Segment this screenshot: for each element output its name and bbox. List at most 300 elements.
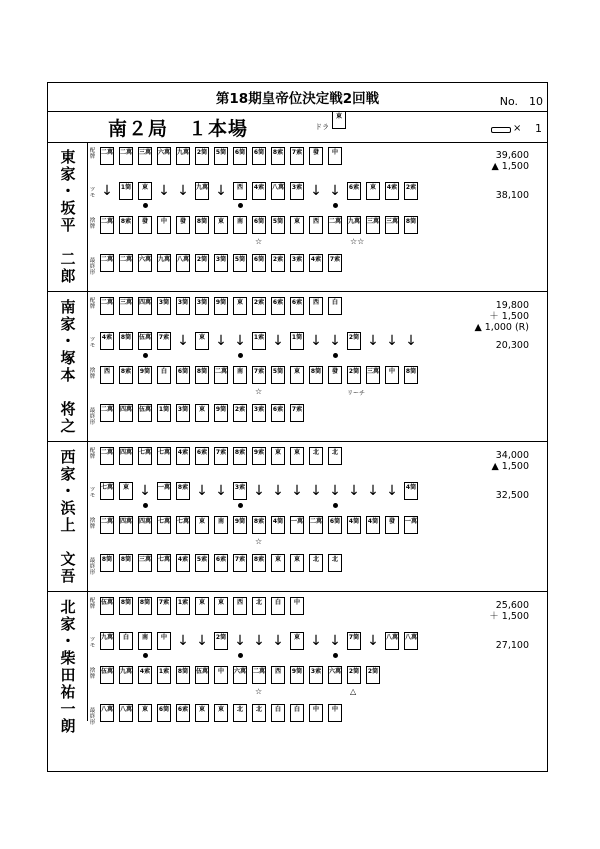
mahjong-tile <box>138 332 152 350</box>
mahjong-tile <box>347 216 361 234</box>
mahjong-tile <box>233 216 247 234</box>
mahjong-tile <box>195 447 209 465</box>
mahjong-tile <box>271 554 285 572</box>
mahjong-tile <box>347 666 361 684</box>
skip-arrow-icon: ↓ <box>215 333 227 349</box>
skip-arrow-icon: ↓ <box>253 633 265 649</box>
tile-label: 8筒 <box>405 368 417 375</box>
dora-label: ドラ <box>315 123 329 131</box>
tile-label: 8筒 <box>196 218 208 225</box>
mahjong-tile <box>233 704 247 722</box>
mahjong-tile <box>119 482 133 500</box>
mahjong-tile <box>271 704 285 722</box>
player-name-char: ・ <box>60 482 76 500</box>
tile-label: 6索 <box>177 706 189 713</box>
tile-label: 二萬 <box>215 368 228 375</box>
player-name-char: 西 <box>60 448 76 466</box>
skip-arrow-icon: ↓ <box>329 333 341 349</box>
tile-label: 九萬 <box>177 149 190 156</box>
discard-mark: ☆ <box>255 537 263 546</box>
tile-label: 東 <box>369 184 376 191</box>
skip-arrow-icon: ↓ <box>310 483 322 499</box>
mahjong-tile <box>100 704 114 722</box>
skip-arrow-icon: ↓ <box>272 633 284 649</box>
player-name-char: 坂 <box>60 199 76 217</box>
mahjong-tile <box>309 447 323 465</box>
mahjong-tile <box>309 254 323 272</box>
mahjong-tile <box>157 332 171 350</box>
tile-label: 八萬 <box>101 706 114 713</box>
tile-label: 東 <box>293 556 300 563</box>
mahjong-tile <box>119 254 133 272</box>
tile-label: 發 <box>141 218 148 225</box>
mahjong-tile <box>290 447 304 465</box>
mahjong-tile <box>119 447 133 465</box>
tile-label: 七萬 <box>158 518 171 525</box>
tile-label: 5筒 <box>272 368 284 375</box>
mahjong-tile <box>271 182 285 200</box>
tile-label: 1筒 <box>158 406 170 413</box>
tile-label: 4筒 <box>405 484 417 491</box>
player-name-char: 之 <box>60 417 76 435</box>
tile-label: 2索 <box>234 406 246 413</box>
tile-label: 6索 <box>196 449 208 456</box>
mahjong-tile <box>328 297 342 315</box>
tile-label: 中 <box>160 634 167 641</box>
mahjong-tile <box>252 554 266 572</box>
mahjong-tile <box>195 554 209 572</box>
mahjong-tile <box>366 666 380 684</box>
score-line: ＋ 1,500 <box>489 311 529 322</box>
tile-label: 7筒 <box>348 634 360 641</box>
tile-label: 3索 <box>291 184 303 191</box>
row-label-final: 最終形 <box>89 708 96 726</box>
mahjong-tile <box>404 366 418 384</box>
skip-arrow-icon: ↓ <box>291 483 303 499</box>
tile-label: 6索 <box>348 184 360 191</box>
mahjong-tile <box>157 666 171 684</box>
final-score: 38,100 <box>495 190 529 201</box>
tile-label: 東 <box>293 634 300 641</box>
mahjong-tile <box>233 254 247 272</box>
tile-label: 9筒 <box>234 518 246 525</box>
mahjong-tile <box>290 332 304 350</box>
tile-label: 三萬 <box>120 299 133 306</box>
tile-label: 6索 <box>291 299 303 306</box>
tile-label: 8筒 <box>196 368 208 375</box>
mahjong-tile <box>195 597 209 615</box>
mahjong-tile <box>176 297 190 315</box>
row-label-discard: 捨牌 <box>89 518 96 530</box>
player-name-column <box>48 442 88 591</box>
mahjong-tile <box>290 597 304 615</box>
mahjong-tile <box>385 632 399 650</box>
riichi-label: リーチ <box>347 390 366 397</box>
mahjong-tile <box>157 297 171 315</box>
tile-label: 一萬 <box>405 518 418 525</box>
tile-label: 發 <box>312 149 319 156</box>
row-label-final: 最終形 <box>89 558 96 576</box>
tile-label: 2筒 <box>196 149 208 156</box>
tile-label: 北 <box>255 706 262 713</box>
tile-label: 西 <box>236 184 243 191</box>
mahjong-tile <box>214 704 228 722</box>
score-line: 25,600 <box>495 600 529 611</box>
mahjong-tile <box>214 666 228 684</box>
tile-label: 8索 <box>120 368 132 375</box>
mahjong-tile <box>100 516 114 534</box>
tile-label: 2筒 <box>215 634 227 641</box>
mahjong-tile <box>119 597 133 615</box>
mahjong-tile <box>328 254 342 272</box>
tile-label: 二萬 <box>101 518 114 525</box>
mahjong-tile <box>138 666 152 684</box>
mahjong-tile <box>252 147 266 165</box>
tile-label: 東 <box>274 449 281 456</box>
skip-arrow-icon: ↓ <box>215 483 227 499</box>
tile-label: 9索 <box>253 449 265 456</box>
tile-label: 7索 <box>215 449 227 456</box>
mahjong-tile <box>309 666 323 684</box>
mahjong-tile <box>404 632 418 650</box>
mahjong-tile <box>214 516 228 534</box>
tile-label: 一萬 <box>291 518 304 525</box>
tile-label: 西 <box>312 218 319 225</box>
mahjong-tile <box>214 597 228 615</box>
tile-label: 6筒 <box>158 706 170 713</box>
tile-label: 東 <box>198 334 205 341</box>
mahjong-tile <box>233 482 247 500</box>
tile-label: 中 <box>388 368 395 375</box>
mahjong-tile <box>138 254 152 272</box>
mahjong-tile <box>385 516 399 534</box>
tile-label: 二萬 <box>101 299 114 306</box>
tile-label: 四萬 <box>139 299 152 306</box>
tile-label: 東 <box>198 406 205 413</box>
player-name-char: 朗 <box>60 717 76 735</box>
discard-mark: △ <box>350 687 357 696</box>
mahjong-tile <box>195 182 209 200</box>
tile-label: 8筒 <box>120 334 132 341</box>
mahjong-tile <box>271 404 285 422</box>
tile-label: 6筒 <box>177 368 189 375</box>
tile-label: 3筒 <box>177 406 189 413</box>
tile-label: 七萬 <box>177 518 190 525</box>
mahjong-tile <box>157 447 171 465</box>
score-line: ▲ 1,500 <box>491 161 529 172</box>
mahjong-tile <box>100 404 114 422</box>
mahjong-tile <box>119 147 133 165</box>
tile-label: 東 <box>141 706 148 713</box>
mahjong-tile <box>195 147 209 165</box>
tile-label: 北 <box>331 449 338 456</box>
tile-label: 白 <box>274 706 281 713</box>
tile-label: 七萬 <box>158 556 171 563</box>
mahjong-tile <box>328 704 342 722</box>
tile-label: 8索 <box>253 556 265 563</box>
sheet-title: 第18期皇帝位決定戦2回戦 <box>215 91 380 107</box>
skip-arrow-icon: ↓ <box>234 633 246 649</box>
tile-label: 四萬 <box>120 518 133 525</box>
final-score: 20,300 <box>495 340 529 351</box>
tile-label: 南 <box>236 218 243 225</box>
draw-marker-icon <box>143 653 148 658</box>
tile-label: 中 <box>160 218 167 225</box>
tile-label: 1筒 <box>120 184 132 191</box>
round-row <box>48 111 547 143</box>
mahjong-tile <box>328 147 342 165</box>
mahjong-tile <box>252 254 266 272</box>
tile-label: 北 <box>331 556 338 563</box>
mahjong-tile <box>233 182 247 200</box>
player-name-char: 家 <box>60 165 76 183</box>
mahjong-tile <box>309 516 323 534</box>
tile-label: 6索 <box>215 556 227 563</box>
player-name-char: 吾 <box>60 567 76 585</box>
tile-label: 二萬 <box>101 149 114 156</box>
player-name-char: 郎 <box>60 267 76 285</box>
mahjong-tile <box>328 666 342 684</box>
tile-label: 4筒 <box>367 518 379 525</box>
tile-label: 發 <box>331 368 338 375</box>
player-block <box>48 292 547 442</box>
mahjong-tile <box>309 366 323 384</box>
tile-label: 三萬 <box>386 218 399 225</box>
tile-label: 東 <box>141 184 148 191</box>
row-label-final: 最終形 <box>89 408 96 426</box>
tile-label: 六萬 <box>329 668 342 675</box>
draw-marker-icon <box>333 503 338 508</box>
tile-label: 1索 <box>177 599 189 606</box>
tile-label: 9筒 <box>139 368 151 375</box>
tile-label: 西 <box>103 368 110 375</box>
tile-label: 4筒 <box>348 518 360 525</box>
tile-label: 四萬 <box>139 518 152 525</box>
player-name-column <box>48 592 88 735</box>
mahjong-tile <box>404 516 418 534</box>
draw-marker-icon <box>238 203 243 208</box>
tile-label: 7索 <box>291 149 303 156</box>
player-name-char: ・ <box>60 182 76 200</box>
tile-label: 二萬 <box>253 668 266 675</box>
tile-label: 二萬 <box>310 518 323 525</box>
tile-label: 3索 <box>253 406 265 413</box>
tile-label: 8索 <box>120 218 132 225</box>
row-label-start: 配牌 <box>89 298 96 310</box>
player-block <box>48 442 547 592</box>
tile-label: 6筒 <box>253 218 265 225</box>
mahjong-tile <box>271 366 285 384</box>
mahjong-tile <box>176 554 190 572</box>
tile-label: 二萬 <box>120 149 133 156</box>
mahjong-tile <box>328 554 342 572</box>
honba-stick-icon <box>491 127 511 133</box>
tile-label: 東 <box>198 599 205 606</box>
mahjong-tile <box>157 404 171 422</box>
mahjong-tile <box>233 147 247 165</box>
mahjong-tile <box>195 297 209 315</box>
mahjong-tile <box>119 182 133 200</box>
mahjong-tile <box>195 704 209 722</box>
tile-label: 發 <box>388 518 395 525</box>
player-name-char: 文 <box>60 550 76 568</box>
draw-marker-icon <box>238 353 243 358</box>
score-line: 34,000 <box>495 450 529 461</box>
tile-label: 7索 <box>158 334 170 341</box>
row-label-discard: 捨牌 <box>89 668 96 680</box>
mahjong-tile <box>100 297 114 315</box>
mahjong-tile <box>233 366 247 384</box>
tile-label: 三萬 <box>139 149 152 156</box>
dora-tile: 東 <box>332 111 346 129</box>
mahjong-tile <box>138 216 152 234</box>
player-name-char: 平 <box>60 216 76 234</box>
tile-label: 白 <box>160 368 167 375</box>
tile-label: 4索 <box>101 334 113 341</box>
tile-label: 東 <box>217 706 224 713</box>
mahjong-tile <box>252 597 266 615</box>
tile-label: 二萬 <box>120 256 133 263</box>
mahjong-tile <box>138 147 152 165</box>
mahjong-tile <box>100 254 114 272</box>
mahjong-tile <box>214 147 228 165</box>
tile-label: 3筒 <box>196 299 208 306</box>
mahjong-tile <box>252 447 266 465</box>
mahjong-tile <box>290 254 304 272</box>
tile-label: 二萬 <box>329 218 342 225</box>
tile-label: 8筒 <box>101 556 113 563</box>
draw-marker-icon <box>143 203 148 208</box>
tile-label: 6索 <box>272 406 284 413</box>
tile-label: 三萬 <box>367 218 380 225</box>
mahjong-tile <box>100 597 114 615</box>
mahjong-tile <box>100 482 114 500</box>
tile-label: 7索 <box>234 556 246 563</box>
tile-label: 5索 <box>196 556 208 563</box>
tile-label: 八萬 <box>272 184 285 191</box>
tile-label: 8筒 <box>120 599 132 606</box>
mahjong-tile <box>347 516 361 534</box>
mahjong-tile <box>366 516 380 534</box>
player-name-char: 祐 <box>60 683 76 701</box>
skip-arrow-icon: ↓ <box>329 633 341 649</box>
mahjong-tile <box>138 297 152 315</box>
skip-arrow-icon: ↓ <box>215 183 227 199</box>
tile-label: 二萬 <box>101 406 114 413</box>
skip-arrow-icon: ↓ <box>272 333 284 349</box>
tile-label: 1索 <box>158 668 170 675</box>
player-block <box>48 142 547 292</box>
tile-label: 中 <box>331 706 338 713</box>
mahjong-tile <box>271 447 285 465</box>
tile-label: 4索 <box>253 184 265 191</box>
tile-label: 中 <box>293 599 300 606</box>
mahjong-tile <box>385 182 399 200</box>
tile-label: 六萬 <box>139 256 152 263</box>
tile-label: 5筒 <box>272 218 284 225</box>
mahjong-tile <box>195 332 209 350</box>
tile-label: 8筒 <box>120 556 132 563</box>
tile-label: 西 <box>274 668 281 675</box>
tile-label: 伍萬 <box>139 406 152 413</box>
mahjong-tile <box>271 597 285 615</box>
tile-label: 7索 <box>291 406 303 413</box>
mahjong-tile <box>138 516 152 534</box>
draw-marker-icon <box>238 503 243 508</box>
tile-label: 白 <box>293 706 300 713</box>
mahjong-tile <box>328 216 342 234</box>
tile-label: 8筒 <box>310 368 322 375</box>
tile-label: 2筒 <box>196 256 208 263</box>
tile-label: 伍萬 <box>139 334 152 341</box>
mahjong-tile <box>214 447 228 465</box>
tile-label: 三萬 <box>367 368 380 375</box>
tile-label: 中 <box>217 668 224 675</box>
tile-label: 四萬 <box>120 406 133 413</box>
mahjong-tile <box>157 632 171 650</box>
skip-arrow-icon: ↓ <box>177 633 189 649</box>
tile-label: 2索 <box>253 299 265 306</box>
tile-label: 北 <box>312 449 319 456</box>
mahjong-tile <box>347 182 361 200</box>
tile-label: 伍萬 <box>196 668 209 675</box>
tile-label: 東 <box>274 556 281 563</box>
skip-arrow-icon: ↓ <box>177 333 189 349</box>
tile-label: 北 <box>255 599 262 606</box>
tile-label: 東 <box>293 449 300 456</box>
mahjong-tile <box>195 366 209 384</box>
player-name-char: 田 <box>60 666 76 684</box>
tile-label: 東 <box>236 299 243 306</box>
tile-label: 8筒 <box>405 218 417 225</box>
player-name-column <box>48 142 88 291</box>
tile-label: 9筒 <box>291 668 303 675</box>
honba-multiplier: × <box>513 123 522 134</box>
tile-label: 2筒 <box>348 668 360 675</box>
tile-label: 八萬 <box>386 634 399 641</box>
mahjong-tile <box>290 554 304 572</box>
mahjong-tile <box>157 554 171 572</box>
final-score: 32,500 <box>495 490 529 501</box>
mahjong-tile <box>233 516 247 534</box>
tile-label: 2索 <box>405 184 417 191</box>
mahjong-tile <box>176 704 190 722</box>
tile-label: 東 <box>198 518 205 525</box>
tile-label: 8筒 <box>177 668 189 675</box>
tile-label: 七萬 <box>101 484 114 491</box>
mahjong-tile <box>271 147 285 165</box>
mahjong-tile <box>176 516 190 534</box>
mahjong-tile <box>233 297 247 315</box>
tile-label: 中 <box>331 149 338 156</box>
mahjong-tile <box>157 482 171 500</box>
mahjong-tile <box>100 216 114 234</box>
mahjong-tile <box>347 332 361 350</box>
skip-arrow-icon: ↓ <box>367 333 379 349</box>
player-name-char: 家 <box>60 615 76 633</box>
tile-label: 2筒 <box>367 668 379 675</box>
row-label-start: 配牌 <box>89 448 96 460</box>
tile-label: 伍萬 <box>101 599 114 606</box>
skip-arrow-icon: ↓ <box>405 333 417 349</box>
skip-arrow-icon: ↓ <box>158 183 170 199</box>
mahjong-tile <box>385 366 399 384</box>
tile-label: 四萬 <box>120 449 133 456</box>
tile-label: 二萬 <box>101 256 114 263</box>
tile-label: 3索 <box>291 256 303 263</box>
tile-label: 2索 <box>272 256 284 263</box>
mahjong-tile <box>252 404 266 422</box>
